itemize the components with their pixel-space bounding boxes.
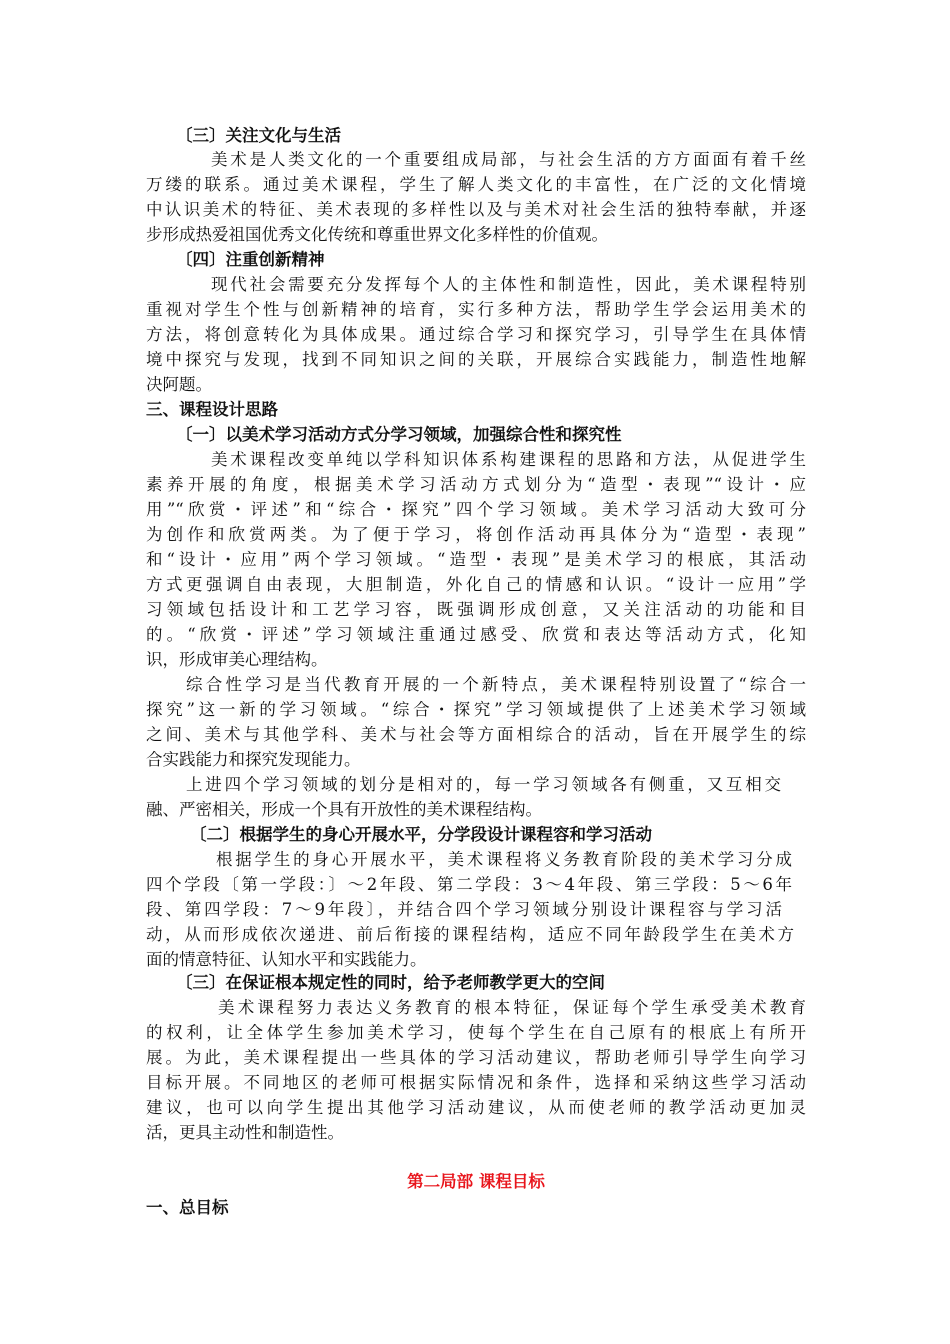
paragraph-line: 上进四个学习领域的划分是相对的，每一学习领域各有侧重，又互相交 — [186, 775, 781, 794]
paragraph-line: 中认识美术的特征、美术表现的多样性以及与美术对社会生活的独特奉献，并逐 — [146, 200, 806, 219]
paragraph-line: 动，从而形成依次递进、前后衔接的课程结构，适应不同年龄段学生在美术方 — [146, 925, 794, 944]
paragraph-line: 习领域包括设计和工艺学习容，既强调形成创意，又关注活动的功能和目 — [146, 600, 806, 619]
paragraph-line: 美术是人类文化的一个重要组成局部，与社会生活的方方面面有着千丝 — [211, 150, 806, 169]
paragraph-line: 展。为此，美术课程提出一些具体的学习活动建议，帮助老师引导学生向学习 — [146, 1048, 806, 1067]
paragraph-line: 步形成热爱祖国优秀文化传统和尊重世界文化多样性的价值观。 — [146, 225, 608, 244]
paragraph-line: 美术课程改变单纯以学科知识体系构建课程的思路和方法，从促进学生 — [211, 450, 806, 469]
paragraph-line: 建议，也可以向学生提出其他学习活动建议，从而使老师的教学活动更加灵 — [146, 1098, 806, 1117]
paragraph-line: 和“设计・应用”两个学习领域。“造型・表现”是美术学习的根底，其活动 — [146, 550, 806, 569]
paragraph-line: 万缕的联系。通过美术课程，学生了解人类文化的丰富性，在广泛的文化情境 — [146, 175, 806, 194]
paragraph-line: 决阿题。 — [146, 375, 212, 394]
paragraph-line: 素养开展的角度，根据美术学习活动方式划分为“造型・表现”“设计・应 — [146, 475, 806, 494]
paragraph-line: 探究”这一新的学习领域。“综合・探究”学习领域提供了上述美术学习领域 — [146, 700, 806, 719]
subsection-heading-3: 〔三〕在保证根本规定性的同时，给予老师教学更大的空间 — [176, 973, 605, 992]
paragraph-line: 的。“欣赏・评述”学习领域注重通过感受、欣赏和表达等活动方式，化知 — [146, 625, 806, 644]
paragraph-line: 合实践能力和探究发现能力。 — [146, 750, 361, 769]
paragraph-line: 目标开展。不同地区的老师可根据实际情况和条件，选择和采纳这些学习活动 — [146, 1073, 806, 1092]
paragraph-line: 识，形成审美心理结构。 — [146, 650, 328, 669]
paragraph-line: 四个学段〔第一学段：〕～2年段、第二学段：3～4年段、第三学段：5～6年 — [146, 875, 792, 894]
paragraph-line: 活，更具主动性和制造性。 — [146, 1123, 344, 1142]
section-heading-overall-goal: 一、总目标 — [146, 1198, 229, 1217]
paragraph-line: 重视对学生个性与创新精神的培育，实行多种方法，帮助学生学会运用美术的 — [146, 300, 806, 319]
section-heading-innovation: 〔四〕注重创新精神 — [176, 250, 325, 269]
paragraph-line: 面的情意特征、认知水平和实践能力。 — [146, 950, 427, 969]
paragraph-line: 段、第四学段：7～9年段〕，并结合四个学习领域分别设计课程容与学习活 — [146, 900, 782, 919]
subsection-heading-1: 〔一〕以美术学习活动方式分学习领域，加强综合性和探究性 — [176, 425, 622, 444]
section-heading-culture-life: 〔三〕关注文化与生活 — [176, 126, 341, 145]
paragraph-line: 境中探究与发现，找到不同知识之间的关联，开展综合实践能力，制造性地解 — [146, 350, 806, 369]
paragraph-line: 美术课程努力表达义务教育的根本特征，保证每个学生承受美术教育 — [218, 998, 806, 1017]
part-heading-course-design: 三、课程设计思路 — [146, 400, 278, 419]
paragraph-line: 现代社会需要充分发挥每个人的主体性和制造性，因此，美术课程特别 — [211, 275, 806, 294]
paragraph-line: 方法，将创意转化为具体成果。通过综合学习和探究学习，引导学生在具体情 — [146, 325, 806, 344]
part-title-course-goals: 第二局部 课程目标 — [407, 1172, 545, 1191]
paragraph-line: 用”“欣赏・评述”和“综合・探究”四个学习领域。美术学习活动大致可分 — [146, 500, 806, 519]
paragraph-line: 融、严密相关，形成一个具有开放性的美术课程结构。 — [146, 800, 542, 819]
paragraph-line: 之间、美术与其他学科、美术与社会等方面相综合的活动，旨在开展学生的综 — [146, 725, 806, 744]
subsection-heading-2: 〔二〕根据学生的身心开展水平，分学段设计课程容和学习活动 — [190, 825, 652, 844]
paragraph-line: 根据学生的身心开展水平，美术课程将义务教育阶段的美术学习分成 — [216, 850, 792, 869]
paragraph-line: 的权利，让全体学生参加美术学习，使每个学生在自己原有的根底上有所开 — [146, 1023, 806, 1042]
paragraph-line: 方式更强调自由表现，大胆制造，外化自己的情感和认识。“设计一应用”学 — [146, 575, 806, 594]
paragraph-line: 综合性学习是当代教育开展的一个新特点，美术课程特别设置了“综合一 — [186, 675, 806, 694]
paragraph-line: 为创作和欣赏两类。为了便于学习，将创作活动再具体分为“造型・表现” — [146, 525, 806, 544]
